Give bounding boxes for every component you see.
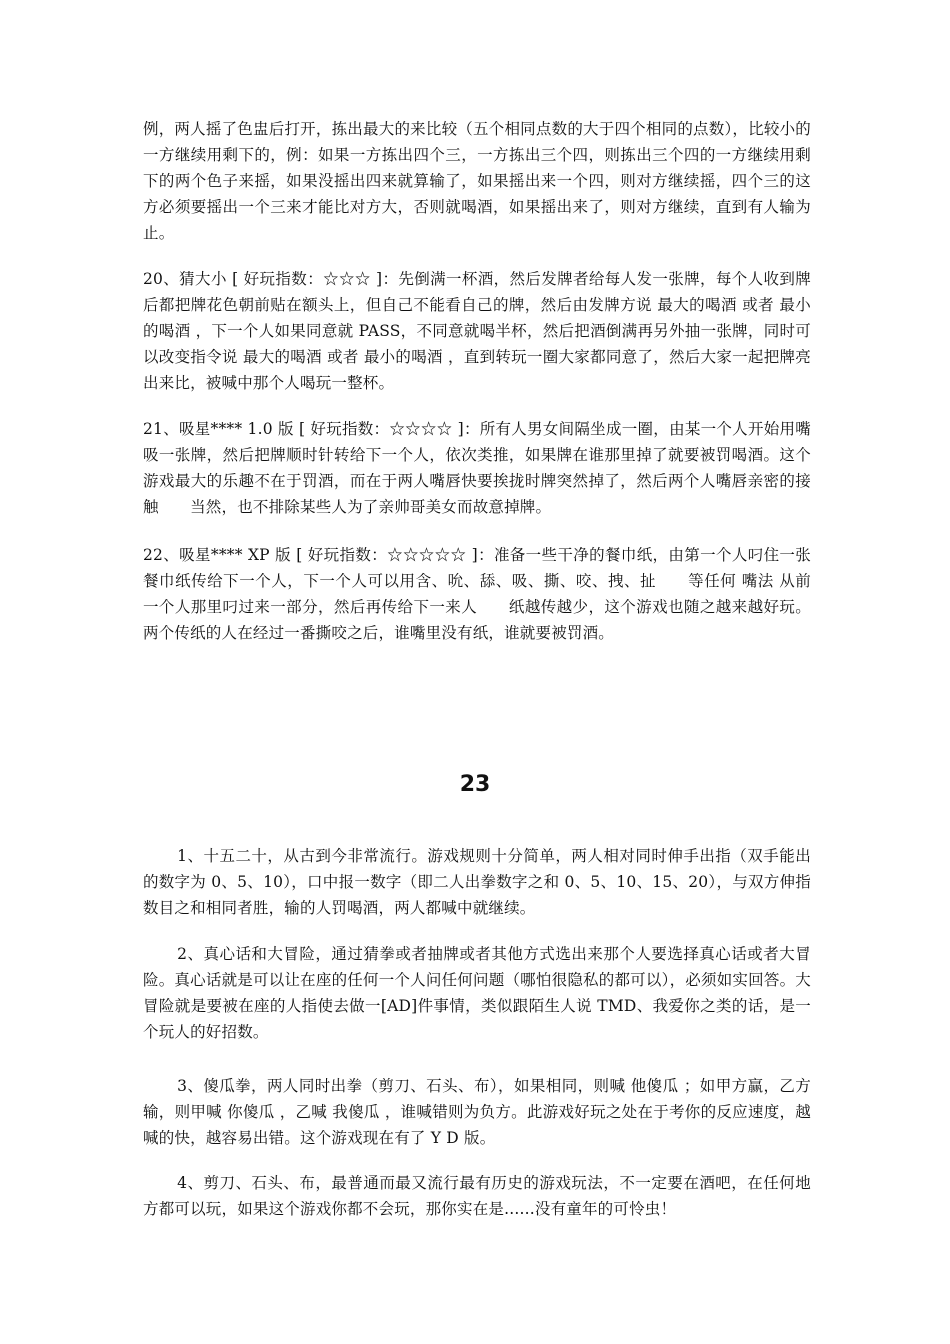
paragraph-item-2-truth-or-dare: 2、真心话和大冒险，通过猜拳或者抽牌或者其他方式选出来那个人要选择真心话或者大冒险。真心话就是可以让在座的任何一个人问任何问题（哪怕很隐私的都可以），必须如实回答。大冒险就是要被在座的人指使去做一[AD]件事情，类似跟陌生人说 TMD、我爱你之类的话，是一个玩人的好招数。: [143, 945, 811, 1041]
paragraph-dice-continuation: 例，两人摇了色盅后打开，拣出最大的来比较（五个相同点数的大于四个相同的点数），比较小的一方继续用剩下的，例：如果一方拣出四个三，一方拣出三个四，则拣出三个四的一方继续用剩下的两个色子来摇，如果没摇出四来就算输了，如果摇出来一个四，则对方继续摇，四个三的这方必须要摇出一个三来才能比对方大，否则就喝酒，如果摇出来了，则对方继续，直到有人输为止。: [143, 120, 811, 242]
page-number-heading: 23: [459, 772, 491, 797]
paragraph-item-1-fifteen-twenty: 1、十五二十，从古到今非常流行。游戏规则十分简单，两人相对同时伸手出指（双手能出的数字为 0、5、10），口中报一数字（即二人出拳数字之和 0、5、10、15、20），与双方伸指数目之和相同者胜，输的人罚喝酒，两人都喊中就继续。: [143, 847, 811, 917]
paragraph-game-21-xixing-1-0: 21、吸星**** 1.0 版 [ 好玩指数：☆☆☆☆ ]：所有人男女间隔坐成一圈，由某一个人开始用嘴吸一张牌，然后把牌顺时针转给下一个人，依次类推，如果牌在谁那里掉了就要被罚喝酒。这个游戏最大的乐趣不在于罚酒，而在于两人嘴唇快要挨拢时牌突然掉了，然后两个人嘴唇亲密的接触 当然，也不排除某些人为了亲帅哥美女而故意掉牌。: [143, 420, 811, 516]
paragraph-item-4-rock-paper-scissors: 4、剪刀、石头、布，最普通而最又流行最有历史的游戏玩法，不一定要在酒吧，在任何地方都可以玩，如果这个游戏你都不会玩，那你实在是......没有童年的可怜虫！: [143, 1174, 811, 1218]
paragraph-game-22-xixing-xp: 22、吸星**** XP 版 [ 好玩指数：☆☆☆☆☆ ]：准备一些干净的餐巾纸，由第一个人叼住一张餐巾纸传给下一个人，下一个人可以用含、吮、舔、吸、撕、咬、拽、扯 等任何 嘴法 从前一个人那里叼过来一部分，然后再传给下一来人 纸越传越少，这个游戏也随之越来越好玩。两个传纸的人在经过一番撕咬之后，谁嘴里没有纸，谁就要被罚酒。: [143, 546, 811, 642]
paragraph-item-3-fool-fist: 3、傻瓜拳，两人同时出拳（剪刀、石头、布），如果相同，则喊 他傻瓜 ；如甲方赢，乙方输，则甲喊 你傻瓜 ，乙喊 我傻瓜 ，谁喊错则为负方。此游戏好玩之处在于考你的反应速度，越喊的快，越容易出错。这个游戏现在有了 Y D 版。: [143, 1077, 811, 1147]
paragraph-game-20-guess-size: 20、猜大小 [ 好玩指数：☆☆☆ ]：先倒满一杯酒，然后发牌者给每人发一张牌，每个人收到牌后都把牌花色朝前贴在额头上，但自己不能看自己的牌，然后由发牌方说 最大的喝酒 或者 最小的喝酒 ，下一个人如果同意就 PASS，不同意就喝半杯，然后把酒倒满再另外抽一张牌，同时可以改变指令说 最大的喝酒 或者 最小的喝酒 ，直到转玩一圈大家都同意了，然后大家一起把牌亮出来比，被喊中那个人喝玩一整杯。: [143, 270, 811, 392]
